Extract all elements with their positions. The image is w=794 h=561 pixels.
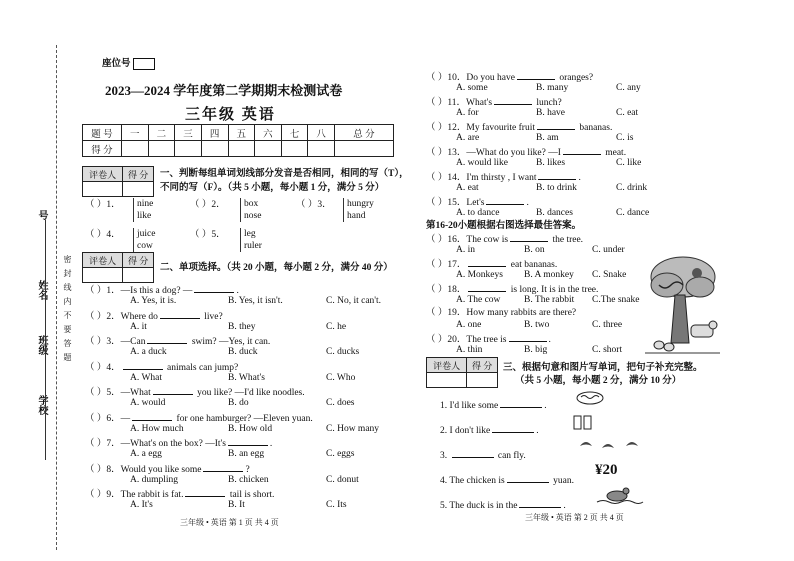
- answer-paren[interactable]: （ ）: [296, 200, 318, 210]
- question-text: Let's: [466, 198, 485, 208]
- question-number: 2．: [106, 311, 121, 322]
- question-number: 6．: [106, 413, 121, 424]
- score-header: 总 分: [335, 125, 394, 141]
- question-text: The tree is: [466, 335, 507, 345]
- grader-box-1: [82, 166, 154, 197]
- question-text: Do you have: [466, 73, 515, 83]
- question-number: 20．: [447, 335, 467, 345]
- option-c[interactable]: C. donut: [326, 474, 359, 485]
- seal-note: 密 封 线 内 不 要 答 题: [63, 255, 72, 363]
- option-b[interactable]: B. to drink: [536, 183, 577, 193]
- grader-score-cell[interactable]: [467, 373, 498, 388]
- answer-blank[interactable]: [228, 436, 268, 446]
- binding-number-label: 号: [36, 210, 47, 220]
- options-line: [456, 294, 662, 306]
- option-a[interactable]: A. would: [130, 398, 166, 408]
- juice-cups-icon: [572, 412, 594, 432]
- answer-blank[interactable]: [468, 257, 506, 267]
- answer-paren[interactable]: （ ）: [85, 464, 107, 475]
- score-header: 五: [228, 125, 255, 141]
- score-header: 七: [281, 125, 308, 141]
- s1-item-1: [85, 199, 121, 211]
- question-number: 12．: [447, 123, 467, 133]
- option-a[interactable]: A. some: [456, 83, 488, 93]
- option-c[interactable]: C. No, it can't.: [326, 296, 382, 306]
- answer-blank[interactable]: [185, 487, 225, 497]
- options-line: [130, 499, 416, 511]
- score-table: [82, 124, 394, 157]
- option-b[interactable]: B. How old: [228, 423, 273, 434]
- score-cell[interactable]: [308, 141, 335, 157]
- options-line: [456, 244, 662, 256]
- answer-paren[interactable]: （ ）: [85, 439, 107, 449]
- sentence-pre: The duck is in the: [449, 501, 518, 511]
- option-b[interactable]: B. dances: [536, 208, 573, 218]
- grader-score-label: 得 分: [123, 253, 154, 268]
- option-a[interactable]: A. one: [456, 320, 482, 330]
- word-top: hungry: [343, 198, 374, 210]
- option-a[interactable]: A. Yes, it is.: [130, 296, 177, 306]
- answer-blank[interactable]: [507, 473, 549, 483]
- answer-blank[interactable]: [153, 385, 193, 395]
- binding-name-label: 姓名: [36, 280, 47, 300]
- answer-paren[interactable]: （ ）: [426, 285, 448, 295]
- options-line: [130, 321, 416, 333]
- sentence-post: .: [544, 401, 547, 411]
- answer-blank[interactable]: [492, 423, 534, 433]
- sentence-number: 4.: [440, 476, 448, 486]
- item-number: 4．: [106, 230, 121, 240]
- answer-blank[interactable]: [123, 360, 163, 370]
- score-header: 题 号: [83, 125, 122, 141]
- option-a[interactable]: A. How much: [130, 423, 184, 434]
- answer-blank[interactable]: [519, 498, 561, 508]
- answer-blank[interactable]: [500, 398, 542, 408]
- options-line: [130, 372, 416, 384]
- answer-paren[interactable]: （ ）: [426, 98, 448, 108]
- option-b[interactable]: B. likes: [536, 158, 566, 168]
- question-text: What's: [466, 98, 493, 108]
- score-cell[interactable]: [255, 141, 282, 157]
- sentence-post: yuan.: [550, 476, 574, 486]
- seat-box[interactable]: [133, 58, 155, 70]
- question-number: 10．: [447, 73, 467, 83]
- word-top: nine: [133, 198, 153, 210]
- noodles-bowl-icon: [575, 388, 605, 406]
- score-row: [83, 141, 394, 157]
- word-top: leg: [240, 228, 262, 240]
- option-a[interactable]: A. a egg: [130, 449, 162, 459]
- option-c[interactable]: C. Its: [326, 500, 347, 510]
- question-number: 5．: [106, 388, 121, 398]
- question-number: 1．: [106, 286, 121, 296]
- option-a[interactable]: A. a duck: [130, 347, 167, 357]
- item-number: 1．: [106, 200, 121, 210]
- option-b[interactable]: B. It: [228, 500, 245, 510]
- options-line: [130, 295, 416, 307]
- answer-paren[interactable]: （ ）: [85, 362, 107, 373]
- question-tail: meat.: [602, 148, 627, 158]
- option-b[interactable]: B. chicken: [228, 474, 269, 485]
- answer-paren[interactable]: （ ）: [85, 311, 107, 322]
- answer-blank[interactable]: [509, 332, 547, 342]
- question-tail: the tree.: [550, 235, 584, 245]
- section1-title: 一、判断每组单词划线部分发音是否相同，相同的写（T），: [160, 169, 409, 179]
- answer-paren[interactable]: （ ）: [426, 335, 448, 345]
- options-line: [456, 132, 686, 144]
- score-header: 八: [308, 125, 335, 141]
- answer-paren[interactable]: （ ）: [426, 148, 448, 158]
- monkey-icon: [692, 268, 702, 278]
- s1-item-5: [190, 229, 226, 241]
- question-number: 18．: [447, 285, 467, 295]
- question-tail: lunch?: [534, 98, 562, 108]
- score-header: 一: [122, 125, 149, 141]
- option-a[interactable]: A. Monkeys: [456, 270, 503, 280]
- answer-blank[interactable]: [517, 70, 555, 80]
- question-tail: eat bananas.: [508, 260, 558, 270]
- word-top: box: [240, 198, 261, 210]
- s1-item-1-words: [133, 198, 153, 222]
- option-c[interactable]: C. three: [592, 320, 623, 330]
- footer-left: 三年级 • 英语 第 1 页 共 4 页: [180, 518, 279, 527]
- option-c[interactable]: C. dance: [616, 208, 650, 218]
- answer-paren[interactable]: （ ）: [85, 490, 107, 500]
- grader-box-2: [82, 252, 154, 283]
- option-a[interactable]: A. eat: [456, 183, 479, 193]
- question-text: The rabbit is fat.: [120, 490, 184, 500]
- section3-title: 三、根据句意和图片写单词，把句子补充完整。: [503, 363, 703, 373]
- option-c[interactable]: C. short: [592, 345, 623, 355]
- sentence-pre: I don't like: [449, 426, 491, 436]
- exam-subtitle: 三年级 英语: [185, 107, 276, 123]
- option-a[interactable]: A. The cow: [456, 295, 501, 305]
- item-number: 2．: [211, 200, 226, 210]
- question-text: I'm thirsty , I want: [466, 173, 537, 183]
- tree-animals-illustration: [645, 255, 720, 360]
- option-a[interactable]: A. dumpling: [130, 474, 179, 485]
- word-bottom: cow: [133, 240, 155, 252]
- options-line: [456, 157, 686, 169]
- answer-paren[interactable]: （ ）: [85, 413, 107, 424]
- question-text: —Is this a dog? —: [120, 286, 193, 296]
- answer-blank[interactable]: [563, 145, 601, 155]
- option-b[interactable]: B. A monkey: [524, 270, 574, 280]
- question-text: —What do you like? —I: [466, 148, 561, 158]
- word-bottom: ruler: [240, 240, 262, 252]
- question-text: The cow is: [466, 235, 509, 245]
- question-text: —What: [120, 388, 151, 398]
- s1-item-3-words: [343, 198, 374, 222]
- option-a[interactable]: A. What: [130, 372, 163, 383]
- question-tail: oranges?: [556, 73, 594, 83]
- option-c[interactable]: C.The snake: [592, 295, 640, 305]
- option-a[interactable]: A. thin: [456, 345, 483, 355]
- answer-blank[interactable]: [468, 282, 506, 292]
- option-b[interactable]: B. do: [228, 398, 249, 408]
- answer-blank[interactable]: [160, 309, 200, 319]
- grader-score-cell[interactable]: [123, 268, 154, 283]
- answer-paren[interactable]: （ ）: [85, 388, 107, 398]
- question-tail: .: [236, 286, 239, 296]
- question-text: Where do: [120, 311, 158, 322]
- question-number: 17．: [447, 260, 467, 270]
- option-c[interactable]: C. under: [592, 245, 625, 255]
- option-b[interactable]: B. The rabbit: [524, 295, 575, 305]
- question-tail: .: [548, 335, 551, 345]
- question-text: Would you like some: [120, 464, 202, 475]
- answer-paren[interactable]: （ ）: [426, 260, 448, 270]
- answer-paren[interactable]: （ ）: [426, 73, 448, 83]
- item-number: 3．: [317, 200, 332, 210]
- fill-sentence: [440, 423, 539, 437]
- question-number: 9．: [106, 490, 121, 500]
- option-b[interactable]: B. duck: [228, 347, 258, 357]
- option-c[interactable]: C. does: [326, 398, 355, 408]
- option-c[interactable]: C. eggs: [326, 449, 355, 459]
- option-c[interactable]: C. he: [326, 321, 347, 332]
- s1-item-2: [190, 199, 226, 211]
- score-header: 二: [148, 125, 175, 141]
- question-number: 4．: [106, 362, 121, 373]
- option-c[interactable]: C. ducks: [326, 347, 360, 357]
- sentence-post: .: [563, 501, 566, 511]
- question-number: 13．: [447, 148, 467, 158]
- answer-blank[interactable]: [510, 232, 548, 242]
- options-line: [456, 207, 686, 219]
- option-b[interactable]: B. have: [536, 108, 566, 118]
- sentence-number: 3.: [440, 451, 448, 461]
- question-text: My favourite fruit: [466, 123, 535, 133]
- sentence-pre: I'd like some: [449, 401, 499, 411]
- word-top: juice: [133, 228, 155, 240]
- question-number: 3．: [106, 337, 121, 347]
- score-header: 三: [175, 125, 202, 141]
- question-text: How many rabbits are there?: [466, 308, 577, 318]
- options-line: [456, 344, 662, 356]
- duck-in-water-icon: [595, 484, 645, 508]
- cow-icon: [691, 321, 717, 337]
- options-line: [130, 474, 416, 486]
- option-a[interactable]: A. to dance: [456, 208, 500, 218]
- answer-paren[interactable]: （ ）: [85, 230, 107, 240]
- binding-school-label: 学校: [36, 395, 47, 415]
- question-tail: .: [526, 198, 529, 208]
- answer-paren[interactable]: （ ）: [426, 198, 448, 208]
- option-b[interactable]: B. they: [228, 321, 256, 332]
- option-c[interactable]: C. Who: [326, 372, 356, 383]
- sentence-number: 5.: [440, 501, 448, 511]
- answer-blank[interactable]: [452, 448, 494, 458]
- score-header: 四: [201, 125, 228, 141]
- option-a[interactable]: A. for: [456, 108, 479, 118]
- option-c[interactable]: C. eat: [616, 108, 639, 118]
- option-b[interactable]: B. big: [524, 345, 548, 355]
- answer-blank[interactable]: [132, 411, 172, 421]
- option-c[interactable]: C. Snake: [592, 270, 627, 280]
- word-bottom: hand: [343, 210, 374, 222]
- answer-paren[interactable]: （ ）: [85, 337, 107, 347]
- options-line: [130, 346, 416, 358]
- seat-label: 座位号: [102, 58, 155, 70]
- grader-reviewer-cell[interactable]: [427, 373, 467, 388]
- question-tail: you like? —I'd like noodles.: [194, 388, 305, 398]
- question-tail: for one hamburger? —Eleven yuan.: [174, 413, 313, 424]
- s1-item-5-words: [240, 228, 262, 252]
- options-line: [456, 269, 662, 281]
- word-bottom: like: [133, 210, 153, 222]
- binding-dash-line: [56, 45, 57, 550]
- section2-title: 二、单项选择。（共 20 小题，每小题 2 分，满分 40 分）: [160, 263, 393, 273]
- grader-score-label: 得 分: [467, 358, 498, 373]
- answer-paren[interactable]: （ ）: [426, 235, 448, 245]
- question-number: 14．: [447, 173, 467, 183]
- option-b[interactable]: B. am: [536, 133, 559, 143]
- score-row-label: 得 分: [83, 141, 122, 157]
- s1-item-4-words: [133, 228, 155, 252]
- spacer: [447, 451, 449, 461]
- question-line: [426, 307, 576, 319]
- score-cell[interactable]: [281, 141, 308, 157]
- option-b[interactable]: B. an egg: [228, 449, 265, 459]
- answer-blank[interactable]: [538, 170, 576, 180]
- s1-item-2-words: [240, 198, 261, 222]
- answer-blank[interactable]: [494, 95, 532, 105]
- option-b[interactable]: B. on: [524, 245, 545, 255]
- score-cell[interactable]: [148, 141, 175, 157]
- question-number: 15．: [447, 198, 467, 208]
- exam-title: 2023—2024 学年度第二学期期末检测试卷: [105, 83, 343, 98]
- options-line: [456, 107, 686, 119]
- answer-blank[interactable]: [486, 195, 524, 205]
- answer-paren[interactable]: （ ）: [190, 230, 212, 240]
- question-text: —What's on the box? —It's: [120, 439, 226, 449]
- score-header: 六: [255, 125, 282, 141]
- option-c[interactable]: C. like: [616, 158, 642, 168]
- option-a[interactable]: A. are: [456, 133, 480, 143]
- question-text: —Can: [120, 337, 146, 347]
- question-number: 11．: [447, 98, 467, 108]
- option-a[interactable]: A. would like: [456, 158, 508, 168]
- birds-icon: [576, 436, 646, 456]
- option-c[interactable]: C. How many: [326, 423, 380, 434]
- grader-box-3: [426, 357, 498, 388]
- sentence-post: .: [536, 426, 539, 436]
- sentence-number: 1.: [440, 401, 448, 411]
- binding-underline: [45, 220, 47, 460]
- sentence-number: 2.: [440, 426, 448, 436]
- answer-blank[interactable]: [203, 462, 243, 472]
- answer-paren[interactable]: （ ）: [85, 286, 107, 296]
- question-tail: .: [578, 173, 581, 183]
- option-a[interactable]: A. it: [130, 321, 147, 332]
- options-line: [456, 82, 686, 94]
- sentence-post: can fly.: [495, 451, 526, 461]
- s1-item-3: [296, 199, 332, 211]
- fill-sentence: [440, 448, 526, 462]
- score-cell[interactable]: [335, 141, 394, 157]
- answer-paren[interactable]: （ ）: [426, 308, 448, 318]
- price-tag: ¥20: [595, 462, 618, 478]
- question-tail: live?: [201, 311, 223, 322]
- question-number: 16．: [447, 235, 467, 245]
- question-tail: .: [269, 439, 273, 449]
- question-tail: bananas.: [577, 123, 613, 133]
- binding-class-label: 班级: [36, 335, 47, 355]
- option-b[interactable]: B. two: [524, 320, 550, 330]
- fill-sentence: [440, 473, 574, 487]
- question-tail: is long. It is in the tree.: [508, 285, 599, 295]
- footer-right: 三年级 • 英语 第 2 页 共 4 页: [525, 513, 624, 522]
- option-b[interactable]: B. Yes, it isn't.: [228, 296, 283, 306]
- score-cell[interactable]: [228, 141, 255, 157]
- grader-score-cell[interactable]: [123, 182, 154, 197]
- options-line: [130, 423, 416, 435]
- sentence-pre: The chicken is: [449, 476, 505, 486]
- options-line: [456, 319, 662, 331]
- grader-reviewer-cell[interactable]: [83, 268, 123, 283]
- answer-paren[interactable]: （ ）: [190, 200, 212, 210]
- answer-paren[interactable]: （ ）: [426, 123, 448, 133]
- answer-blank[interactable]: [537, 120, 575, 130]
- option-c[interactable]: C. drink: [616, 183, 648, 193]
- answer-blank[interactable]: [147, 334, 187, 344]
- section3-title2: （共 5 小题，每小题 2 分，满分 10 分）: [515, 376, 682, 386]
- score-cell[interactable]: [175, 141, 202, 157]
- question-tail: animals can jump?: [164, 362, 239, 373]
- fill-sentence: [440, 498, 566, 512]
- question-tail: swim? —Yes, it can.: [189, 337, 271, 347]
- option-b[interactable]: B. What's: [228, 372, 265, 383]
- score-cell[interactable]: [122, 141, 149, 157]
- question-text: —: [120, 413, 131, 424]
- question-number: 7．: [106, 439, 121, 449]
- option-c[interactable]: C. is: [616, 133, 634, 143]
- grader-reviewer-label: 评卷人: [83, 167, 123, 182]
- answer-paren[interactable]: （ ）: [426, 173, 448, 183]
- fill-sentence: [440, 398, 547, 412]
- option-a[interactable]: A. in: [456, 245, 475, 255]
- options-line: [456, 182, 686, 194]
- s1-item-4: [85, 229, 121, 241]
- question-number: 19．: [447, 308, 467, 318]
- answer-paren[interactable]: （ ）: [85, 200, 107, 210]
- score-cell[interactable]: [201, 141, 228, 157]
- item-number: 5．: [211, 230, 226, 240]
- options-line: [130, 448, 416, 460]
- picture-note: 第16-20小题根据右图选择最佳答案。: [426, 221, 582, 231]
- grader-reviewer-label: 评卷人: [427, 358, 467, 373]
- grader-reviewer-cell[interactable]: [83, 182, 123, 197]
- answer-blank[interactable]: [194, 283, 234, 293]
- option-c[interactable]: C. any: [616, 83, 641, 93]
- option-a[interactable]: A. It's: [130, 500, 153, 510]
- section1-title2: 不同的写（F）。（共 5 小题，每小题 1 分，满分 5 分）: [160, 183, 385, 193]
- word-bottom: nose: [240, 210, 261, 222]
- question-tail: tail is short.: [227, 490, 275, 500]
- option-b[interactable]: B. many: [536, 83, 569, 93]
- score-header-row: [83, 125, 394, 141]
- grader-score-label: 得 分: [123, 167, 154, 182]
- question-number: 8．: [106, 464, 121, 475]
- options-line: [130, 397, 416, 409]
- question-tail: ?: [245, 464, 250, 475]
- grader-reviewer-label: 评卷人: [83, 253, 123, 268]
